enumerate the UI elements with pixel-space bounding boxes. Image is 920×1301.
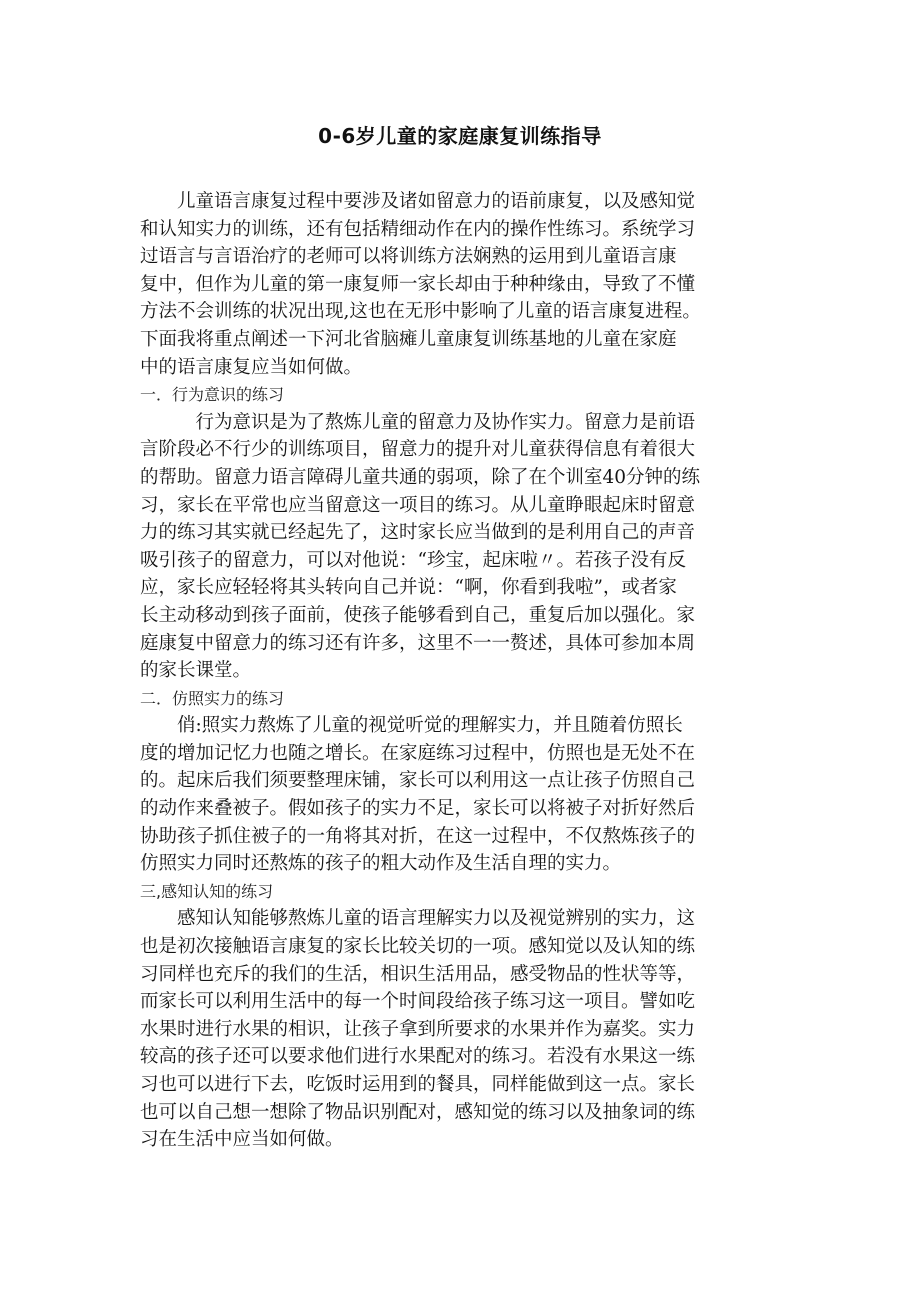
section-perception-cognition bbox=[140, 878, 790, 1154]
text-line: 行为意识是为了熬炼儿童的留意力及协作实力。留意力是前语 bbox=[140, 411, 696, 433]
text-line: 也可以自己想一想除了物品识别配对，感知觉的练习以及抽象词的练 bbox=[140, 1101, 696, 1123]
text-line: 仿照实力同时还熬炼的孩子的粗大动作及生活自理的实力。 bbox=[140, 853, 622, 875]
text-line: 复中，但作为儿童的第一康复师一家长却由于种种缘由，导致了不懂 bbox=[140, 273, 696, 295]
text-line: 庭康复中留意力的练习还有许多，这里不一一赘述，具体可参加本周 bbox=[140, 632, 696, 654]
text-line: 习也可以进行下去，吃饭时运用到的餐具，同样能做到这一点。家长 bbox=[140, 1074, 696, 1095]
section-heading: 一．行为意识的练习 bbox=[140, 385, 285, 405]
section-imitation-ability bbox=[140, 685, 790, 878]
intro-paragraph bbox=[140, 188, 790, 381]
document-title: 0-6岁儿童的家庭康复训练指导 bbox=[318, 124, 602, 148]
text-line: 儿童语言康复过程中要涉及诸如留意力的语前康复，以及感知觉 bbox=[140, 191, 696, 212]
document-body bbox=[140, 188, 790, 1154]
text-line: 习在生活中应当如何做。 bbox=[140, 1129, 344, 1151]
text-line: 的动作来叠被子。假如孩子的实力不足，家长可以将被子对折好然后 bbox=[140, 798, 696, 820]
section-heading: 三,感知认知的练习 bbox=[140, 881, 274, 901]
text-line: 力的练习其实就已经起先了，这时家长应当做到的是利用自己的声音 bbox=[140, 522, 696, 544]
text-line: 言阶段必不行少的训练项目，留意力的提升对儿童获得信息有着很大 bbox=[140, 439, 696, 461]
text-line: 的。起床后我们须要整理床铺，家长可以利用这一点让孩子仿照自己 bbox=[140, 770, 696, 792]
text-line: 度的增加记忆力也随之增长。在家庭练习过程中，仿照也是无处不在 bbox=[140, 742, 696, 764]
text-line: 的帮助。留意力语言障碍儿童共通的弱项，除了在个训室40分钟的练 bbox=[140, 466, 701, 488]
section-heading: 二．仿照实力的练习 bbox=[140, 688, 285, 708]
text-line: 也是初次接触语言康复的家长比较关切的一项。感知觉以及认知的练 bbox=[140, 936, 696, 958]
text-line: 的家长课堂。 bbox=[140, 660, 252, 682]
text-line: 习同样也充斥的我们的生活，相识生活用品，感受物品的性状等等， bbox=[140, 963, 696, 985]
text-line: 俏:照实力熬炼了儿童的视觉听觉的理解实力，并且随着仿照长 bbox=[140, 715, 683, 737]
text-line: 感知认知能够熬炼儿童的语言理解实力以及视觉辨别的实力，这 bbox=[140, 908, 696, 930]
text-line: 而家长可以利用生活中的每一个时间段给孩子练习这一项目。譬如吃 bbox=[140, 991, 696, 1013]
text-line: 中的语言康复应当如何做。 bbox=[140, 356, 363, 378]
text-line: 较高的孩子还可以要求他们进行水果配对的练习。若没有水果这一练 bbox=[140, 1046, 696, 1068]
text-line: 方法不会训练的状况出现,这也在无形中影响了儿童的语言康复进程。 bbox=[140, 301, 701, 323]
text-line: 长主动移动到孩子面前，使孩子能够看到自己，重复后加以强化。家 bbox=[140, 604, 696, 626]
text-line: 下面我将重点阐述一下河北省脑瘫儿童康复训练基地的儿童在家庭 bbox=[140, 328, 677, 350]
text-line: 和认知实力的训练，还有包括精细动作在内的操作性练习。系统学习 bbox=[140, 218, 696, 240]
text-line: 习，家长在平常也应当留意这一项目的练习。从儿童睁眼起床时留意 bbox=[140, 494, 696, 516]
text-line: 过语言与言语治疗的老师可以将训练方法娴熟的运用到儿童语言康 bbox=[140, 246, 677, 268]
text-line: 应，家长应轻轻将其头转向自己并说：“啊，你看到我啦”，或者家 bbox=[140, 577, 677, 599]
section-behavior-awareness bbox=[140, 381, 790, 685]
text-line: 水果时进行水果的相识，让孩子拿到所要求的水果并作为嘉奖。实力 bbox=[140, 1018, 696, 1040]
text-line: 吸引孩子的留意力，可以对他说：“珍宝，起床啦〃。若孩子没有反 bbox=[140, 549, 686, 571]
text-line: 协助孩子抓住被子的一角将其对折，在这一过程中，不仅熬炼孩子的 bbox=[140, 825, 696, 847]
